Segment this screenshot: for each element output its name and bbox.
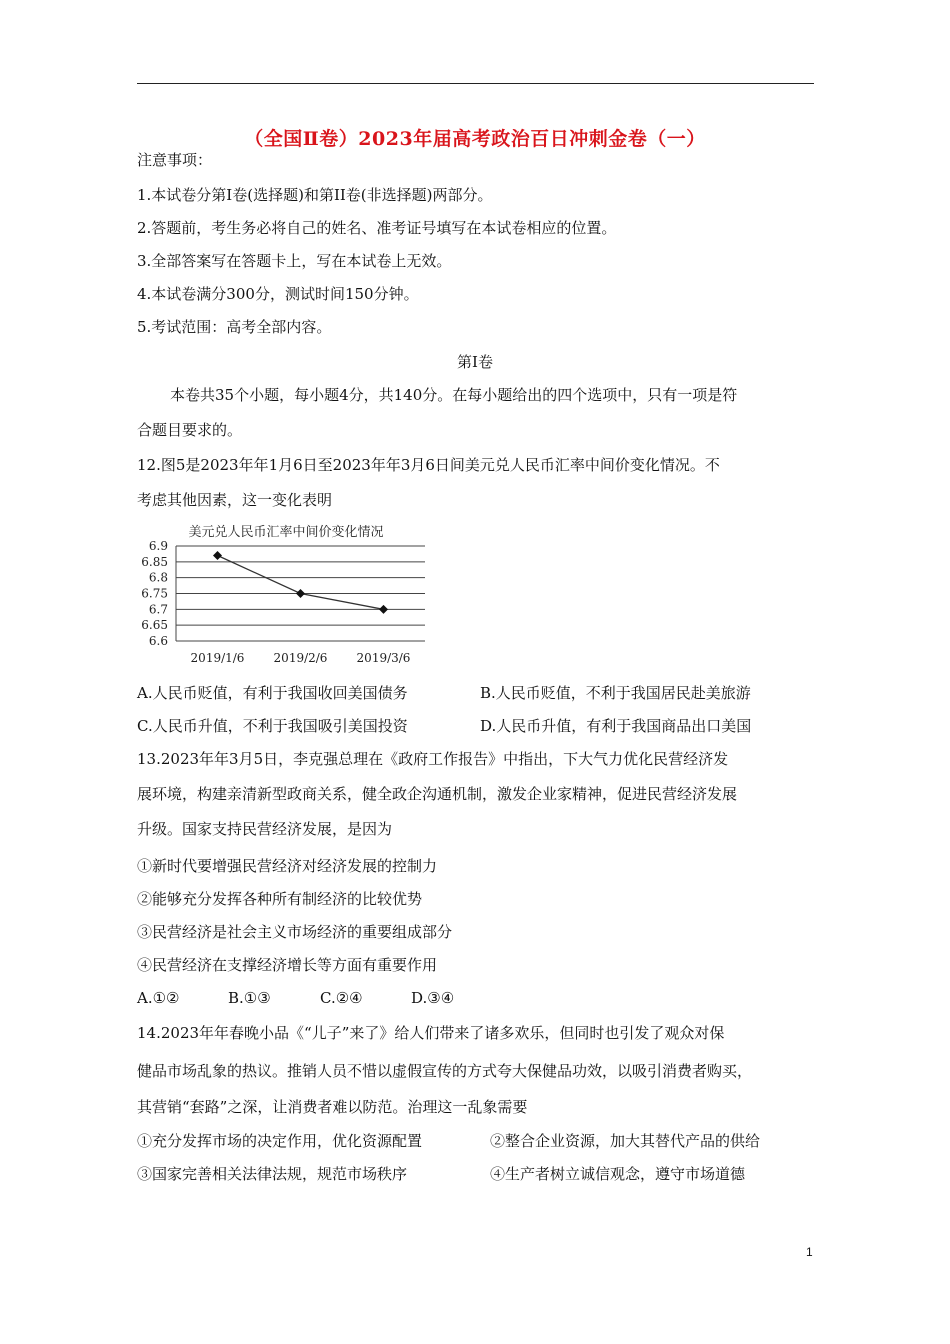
q12-option-b[interactable]: B.人民币贬值，不利于我国居民赴美旅游 xyxy=(480,684,751,702)
notice-item: 4.本试卷满分300分，测试时间150分钟。 xyxy=(137,285,419,303)
notice-item: 3.全部答案写在答题卡上，写在本试卷上无效。 xyxy=(137,252,452,270)
q14-item: ③国家完善相关法律法规，规范市场秩序 xyxy=(137,1165,408,1183)
q12-option-c[interactable]: C.人民币升值，不利于我国吸引美国投资 xyxy=(137,717,408,735)
x-tick-label: 2019/2/6 xyxy=(273,651,328,665)
y-tick-label: 6.7 xyxy=(148,602,168,617)
q14-stem: 14.2023年年春晚小品《“儿子”来了》给人们带来了诸多欢乐，但同时也引发了观众对保 xyxy=(137,1024,725,1042)
q13-option-a[interactable]: A.①② xyxy=(137,989,180,1007)
chart-svg xyxy=(140,520,430,670)
q13-stem: 13.2023年年3月5日，李克强总理在《政府工作报告》中指出，下大气力优化民营经济发 xyxy=(137,750,729,768)
exam-title: （全国Ⅱ卷）2023年届高考政治百日冲刺金卷（一） xyxy=(244,128,706,150)
section-intro: 合题目要求的。 xyxy=(137,421,243,439)
q14-item: ④生产者树立诚信观念，遵守市场道德 xyxy=(490,1165,746,1183)
notice-item: 2.答题前，考生务必将自己的姓名、准考证号填写在本试卷相应的位置。 xyxy=(137,219,617,237)
q14-item: ②整合企业资源，加大其替代产品的供给 xyxy=(490,1132,761,1150)
notice-heading: 注意事项： xyxy=(137,151,213,169)
q13-option-c[interactable]: C.②④ xyxy=(320,989,363,1007)
data-point xyxy=(296,589,305,598)
q12-stem: 12.图5是2023年年1月6日至2023年年3月6日间美元兑人民币汇率中间价变化情况。不 xyxy=(137,456,720,474)
q12-stem: 考虑其他因素，这一变化表明 xyxy=(137,491,333,509)
q14-stem: 其营销“套路”之深，让消费者难以防范。治理这一乱象需要 xyxy=(137,1098,528,1116)
section-intro: 本卷共35个小题，每小题4分，共140分。在每小题给出的四个选项中，只有一项是符 xyxy=(170,386,738,404)
notice-item: 1.本试卷分第Ⅰ卷(选择题)和第II卷(非选择题)两部分。 xyxy=(137,186,493,204)
q14-item: ①充分发挥市场的决定作用，优化资源配置 xyxy=(137,1132,423,1150)
page-number: 1 xyxy=(806,1245,813,1259)
y-tick-label: 6.85 xyxy=(141,554,168,569)
q13-option-d[interactable]: D.③④ xyxy=(411,989,455,1007)
exchange-rate-chart xyxy=(140,520,430,670)
q13-item: ④民营经济在支撑经济增长等方面有重要作用 xyxy=(137,956,438,974)
notice-item: 5.考试范围：高考全部内容。 xyxy=(137,318,332,336)
q13-stem: 展环境，构建亲清新型政商关系，健全政企沟通机制，激发企业家精神，促进民营经济发展 xyxy=(137,785,738,803)
q13-item: ①新时代要增强民营经济对经济发展的控制力 xyxy=(137,857,438,875)
y-tick-label: 6.6 xyxy=(148,634,168,648)
header-rule xyxy=(137,83,814,84)
x-tick-label: 2019/3/6 xyxy=(356,651,411,665)
chart-title: 美元兑人民币汇率中间价变化情况 xyxy=(188,525,384,540)
data-point xyxy=(379,605,388,614)
data-point xyxy=(213,551,222,560)
q13-option-b[interactable]: B.①③ xyxy=(228,989,271,1007)
series-line xyxy=(218,556,384,610)
q13-item: ②能够充分发挥各种所有制经济的比较优势 xyxy=(137,890,423,908)
section-heading: 第Ⅰ卷 xyxy=(457,353,493,371)
q13-item: ③民营经济是社会主义市场经济的重要组成部分 xyxy=(137,923,453,941)
y-tick-label: 6.65 xyxy=(141,618,168,633)
q12-option-d[interactable]: D.人民币升值，有利于我国商品出口美国 xyxy=(480,717,752,735)
y-tick-label: 6.75 xyxy=(141,586,168,601)
y-tick-label: 6.9 xyxy=(148,539,168,553)
x-tick-label: 2019/1/6 xyxy=(190,651,245,665)
q13-stem: 升级。国家支持民营经济发展，是因为 xyxy=(137,820,393,838)
y-tick-label: 6.8 xyxy=(148,570,168,585)
q12-option-a[interactable]: A.人民币贬值，有利于我国收回美国债务 xyxy=(137,684,408,702)
q14-stem: 健品市场乱象的热议。推销人员不惜以虚假宣传的方式夸大保健品功效，以吸引消费者购买， xyxy=(137,1062,753,1080)
